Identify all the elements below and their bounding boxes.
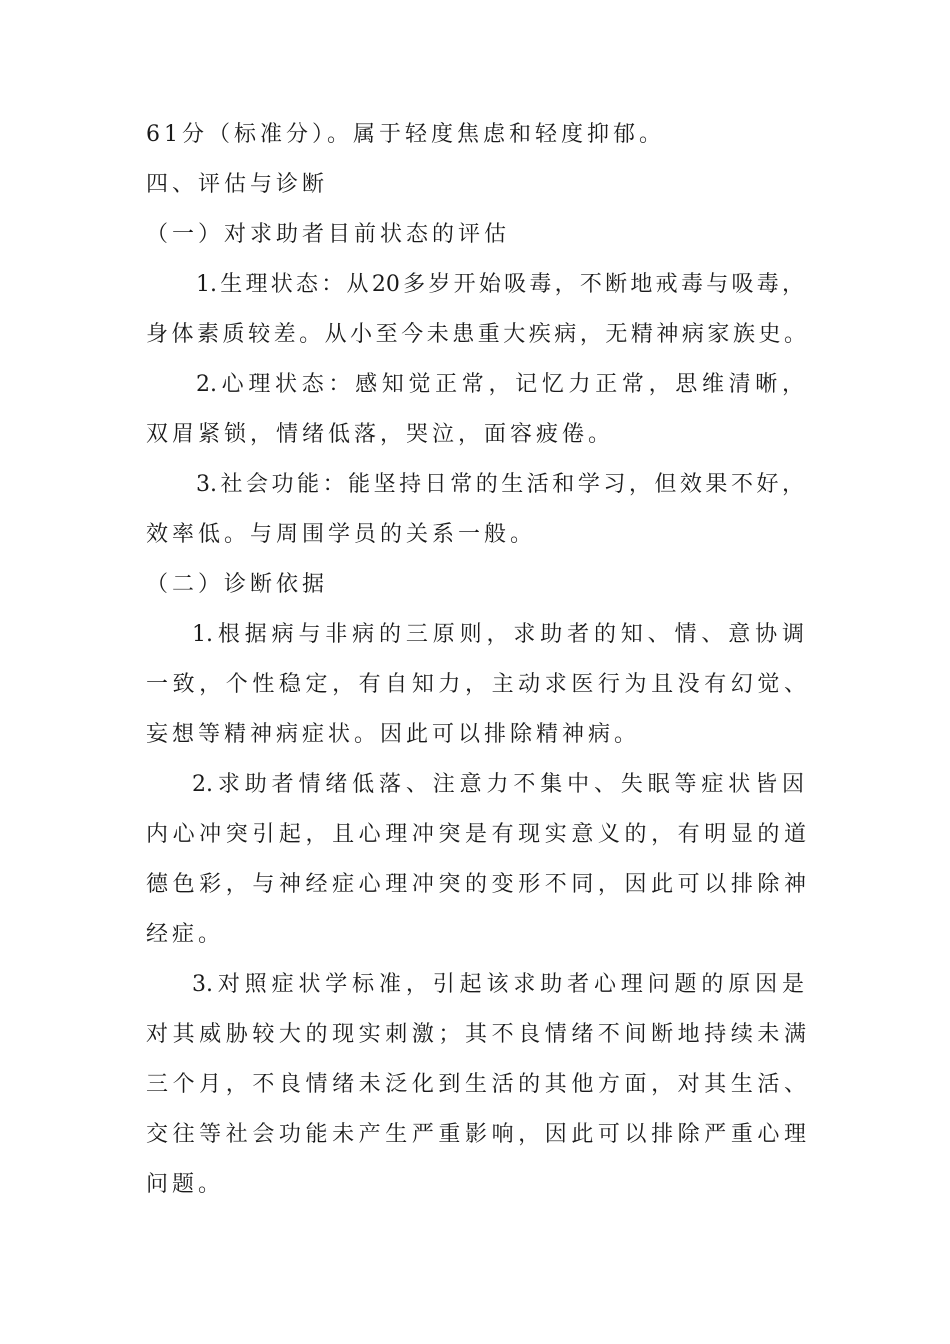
paragraph-physiological-line-2: 身体素质较差。从小至今未患重大疾病，无精神病家族史。	[146, 322, 806, 347]
paragraph-basis-3-line-5: 问题。	[146, 1172, 225, 1197]
paragraph-social-line-2: 效率低。与周围学员的关系一般。	[146, 522, 537, 547]
paragraph-psychological-line-1: 2.心理状态：感知觉正常，记忆力正常，思维清晰，	[196, 372, 804, 397]
paragraph-basis-1-line-1: 1.根据病与非病的三原则，求助者的知、情、意协调	[192, 622, 804, 647]
paragraph-basis-3-line-3: 三个月，不良情绪未泛化到生活的其他方面，对其生活、	[146, 1072, 806, 1097]
text-line-score: 61分（标准分）。属于轻度焦虑和轻度抑郁。	[146, 122, 665, 147]
paragraph-basis-3-line-4: 交往等社会功能未产生严重影响，因此可以排除严重心理	[146, 1122, 806, 1147]
paragraph-basis-2-line-3: 德色彩，与神经症心理冲突的变形不同，因此可以排除神	[146, 872, 806, 897]
paragraph-physiological-line-1: 1.生理状态：从20多岁开始吸毒，不断地戒毒与吸毒，	[196, 272, 804, 297]
paragraph-basis-2-line-1: 2.求助者情绪低落、注意力不集中、失眠等症状皆因	[192, 772, 804, 797]
paragraph-basis-2-line-4: 经症。	[146, 922, 225, 947]
paragraph-basis-1-line-2: 一致，个性稳定，有自知力，主动求医行为且没有幻觉、	[146, 672, 806, 697]
section-heading-assessment: 四、评估与诊断	[146, 172, 329, 197]
paragraph-psychological-line-2: 双眉紧锁，情绪低落，哭泣，面容疲倦。	[146, 422, 615, 447]
subsection-heading-diagnosis-basis: （二）诊断依据	[146, 572, 329, 597]
paragraph-basis-2-line-2: 内心冲突引起，且心理冲突是有现实意义的，有明显的道	[146, 822, 806, 847]
paragraph-social-line-1: 3.社会功能：能坚持日常的生活和学习，但效果不好，	[196, 472, 804, 497]
paragraph-basis-1-line-3: 妄想等精神病症状。因此可以排除精神病。	[146, 722, 641, 747]
subsection-heading-current-state: （一）对求助者目前状态的评估	[146, 222, 511, 247]
paragraph-basis-3-line-2: 对其威胁较大的现实刺激；其不良情绪不间断地持续未满	[146, 1022, 806, 1047]
paragraph-basis-3-line-1: 3.对照症状学标准，引起该求助者心理问题的原因是	[192, 972, 804, 997]
